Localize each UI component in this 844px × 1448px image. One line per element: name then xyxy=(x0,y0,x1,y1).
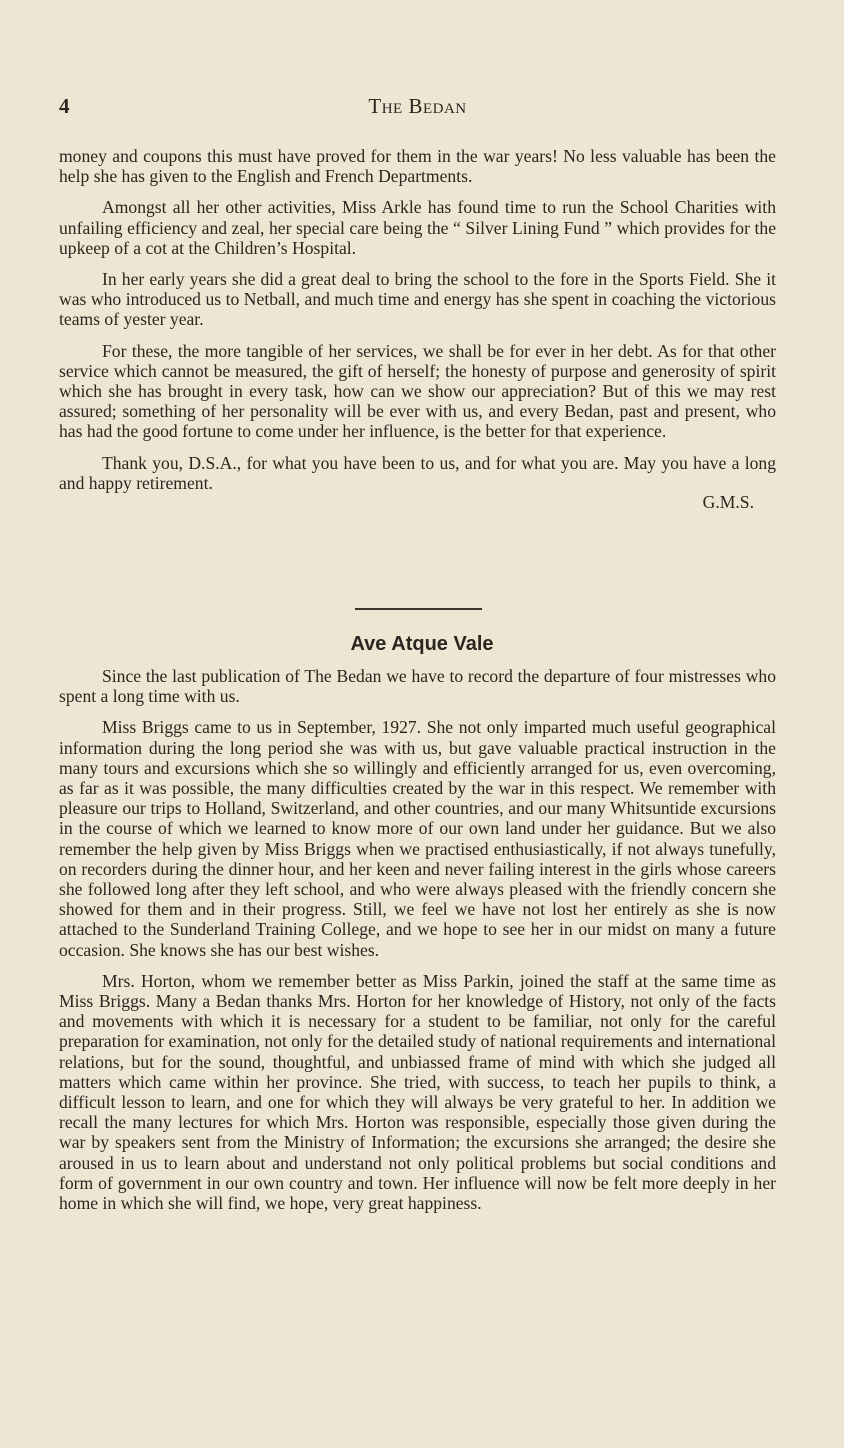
section-text xyxy=(59,666,776,1224)
paragraph: money and coupons this must have proved for them in the war years! No less valuable has been the help she has given to the English and French Departments. xyxy=(59,146,776,187)
paragraph: Miss Briggs came to us in September, 1927. She not only imparted much useful geographical information during the long period she was with us, but gave valuable practical instruction in the many tours and excursions which she so willingly and efficiently arranged for us, even overcoming, as far as it was possible, the many difficulties created by the war in this respect. We remember with pleasure our trips to Holland, Switzerland, and other countries, and our many Whitsuntide excursions in the course of which we learned to know more of our own land under her guidance. But we also remember the help given by Miss Briggs when we practised enthusiastically, if not always tunefully, on recorders during the dinner hour, and her keen and never failing interest in the girls whose careers she followed long after they left school, and who were always pleased with the friendly concern she showed for them and in their progress. Still, we feel we have not lost her entirely as she is now attached to the Sunderland Training College, and we hope to see her in our midst on many a future occasion. She knows she has our best wishes. xyxy=(59,717,776,960)
running-title: The Bedan xyxy=(368,94,467,118)
paragraph: Since the last publication of The Bedan we have to record the departure of four mistresses who spent a long time with us. xyxy=(59,666,776,707)
section-divider xyxy=(355,608,482,610)
paragraph: For these, the more tangible of her services, we shall be for ever in her debt. As for that other service which cannot be measured, the gift of herself; the honesty of purpose and generosity of spirit which she has brought in every task, how can we show our appreciation? But of this we may rest assured; something of her personality will be ever with us, and every Bedan, past and present, who has had the good fortune to come under her influence, is the better for that experience. xyxy=(59,340,776,442)
signature: G.M.S. xyxy=(702,492,754,513)
page-header xyxy=(59,94,776,124)
paragraph: Mrs. Horton, whom we remember better as Miss Parkin, joined the staff at the same time as Miss Briggs. Many a Bedan thanks Mrs. Horton for her knowledge of History, not only of the facts and movements with which it is necessary for a student to be familiar, not only for the careful preparation for examination, not only for the detailed study of national requirements and international relations, but for the sound, thoughtful, and unbiassed frame of mind with which she judged all matters which came within her province. She tried, with success, to teach her pupils to think, a difficult lesson to learn, and one for which they will always be very grateful to her. In addition we recall the many lectures for which Mrs. Horton was responsible, especially those given during the war by speakers sent from the Ministry of Information; the excursions she arranged; the desire she aroused in us to learn about and understand not only political problems but social conditions and form of government in our own country and town. Her influence will now be felt more deeply in her home in which she will find, we hope, very great happiness. xyxy=(59,970,776,1214)
section-heading: Ave Atque Vale xyxy=(350,633,494,655)
page-number: 4 xyxy=(59,94,70,118)
paragraph: Thank you, D.S.A., for what you have been to us, and for what you are. May you have a long and happy retirement. xyxy=(59,452,776,493)
paragraph: In her early years she did a great deal to bring the school to the fore in the Sports Field. She it was who introduced us to Netball, and much time and energy has she spent in coaching the victorious teams of yester year. xyxy=(59,269,776,330)
paragraph: Amongst all her other activities, Miss Arkle has found time to run the School Charities with unfailing efficiency and zeal, her special care being the “ Silver Lining Fund ” which provides for the upkeep of a cot at the Children’s Hospital. xyxy=(59,197,776,258)
tribute-text xyxy=(59,146,776,512)
